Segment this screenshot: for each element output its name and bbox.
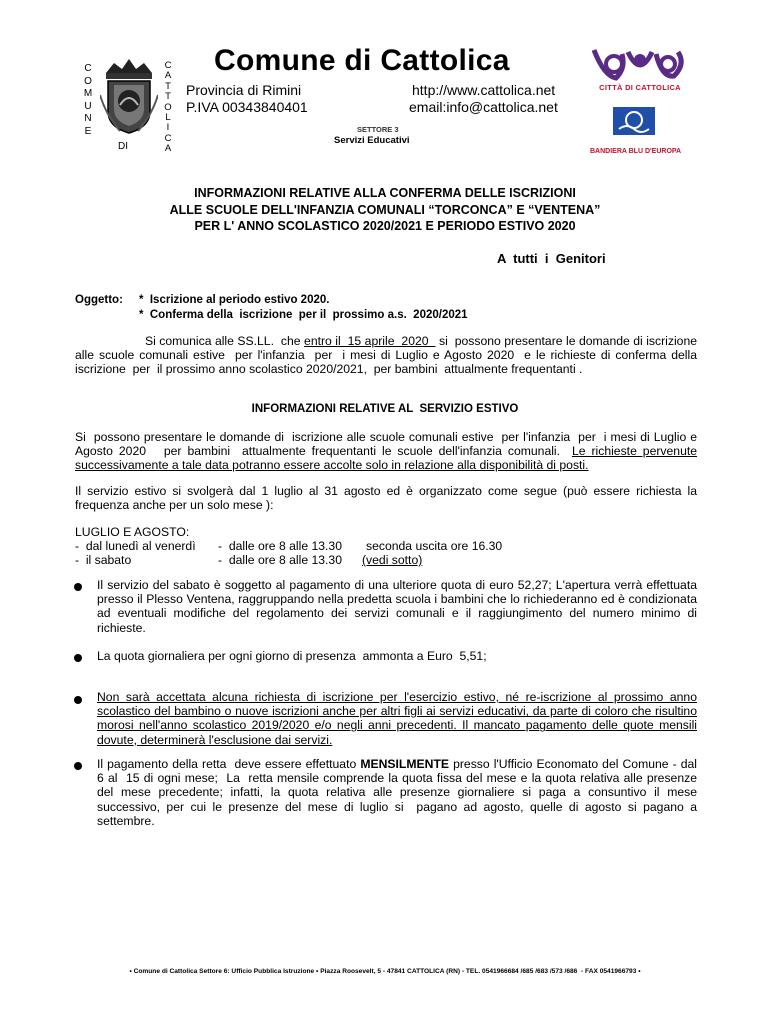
payment-text: presso l'Ufficio Economato del Comune - dal 6 al 15 di ogni mese; La retta mensile comprende la quota fissa del mese e la quota relativa alle presenze del mese precedente; infatti, la quota relativa alle presenze giornaliere si paga a consuntivo il mese successivo, per cui le presenze del mese di luglio si pagano ad agosto, quelle di agosto si pagano a settembre. [97,757,704,828]
title-line: ALLE SCUOLE DELL'INFANZIA COMUNALI “TORCONCA” E “VENTENA” [169,202,601,217]
schedule-days: - dal lunedì al venerdì [75,539,196,553]
crest-letter: L [165,112,171,124]
page-title: Comune di Cattolica [214,44,510,77]
intro-text: Si comunica alle SS.LL. che [145,334,305,348]
website-link[interactable]: http://www.cattolica.net [412,82,556,98]
service-paragraph: Il servizio estivo si svolgerà dal 1 luglio al 31 agosto ed è organizzato come segue (può essere richiesta la frequenza anche per un solo mese ): [75,484,697,513]
crest-letter: O [84,75,92,87]
intro-paragraph [75,334,701,377]
department-label: Servizi Educativi [334,135,410,146]
crest-letter: U [84,100,92,112]
bullet-arrears: Non sarà accettata alcuna richiesta di iscrizione per l'esercizio estivo, né re-iscrizione al prossimo anno scolastico del bambino o nuove iscrizioni anche per altri figli ai servizi educativi, da parte di coloro che risultino morosi nell'anno scolastico 2019/2020 e/o negli anni precedenti. Il mancato pagamento delle quote mensili dovute, determinerà l'esclusione dai servizi. [97,690,697,747]
blue-flag-icon [613,107,655,135]
crest-letter: I [166,122,170,134]
deadline-text: entro il 15 aprile 2020 [304,334,436,348]
payment-text: Il pagamento della retta deve essere effettuato [97,757,361,771]
city-logo-icon [592,46,688,82]
sector-label: SETTORE 3 [357,125,399,134]
bullet-icon [74,762,82,770]
intro-text: si possono presentare le domande di iscrizione alle scuole comunali estive per l'infanzia per i mesi di Luglio e Agosto 2020 e le richieste di conferma della iscrizione per il prossimo anno scolastico 2020/2021, per bambini attualmente frequentanti . [75,334,701,377]
crest-emblem-icon [100,55,158,138]
bullet-icon [74,696,82,704]
bullet-payment [97,757,704,828]
bullet-icon [74,654,82,662]
crest-letter: C [84,63,92,74]
section-heading: INFORMAZIONI RELATIVE AL SERVIZIO ESTIVO [251,403,519,415]
crest-letter: O [164,101,172,113]
subject-label: Oggetto: [75,294,123,306]
bullet-daily-fee [97,649,697,663]
crest-letter: N [84,113,92,124]
crest-letter: M [83,88,93,99]
crest-letter: C [164,60,172,71]
crest-bottom-text: DI [118,141,128,152]
vat-number: P.IVA 00343840401 [186,99,308,115]
bullet-saturday: Il servizio del sabato è soggetto al pagamento di una ulteriore quota di euro 52,27; L'apertura verrà effettuata presso il Plesso Ventena, raggruppando nella predetta scuola i bambini che lo richiederanno ed è condizionata ad eventuali modifiche del regolamento dei servizi comunali e il raggiungimento del numero minimo di richieste. [97,578,697,635]
late-request-note: Le richieste pervenute successivamente a tale data potranno essere accolte solo in relazione alla disponibilità di posti. [75,444,698,473]
crest [78,55,180,155]
email-link[interactable]: email:info@cattolica.net [409,99,558,115]
monthly-emphasis: MENSILMENTE [360,757,450,771]
province: Provincia di Rimini [186,82,302,98]
bullet-icon [74,583,82,591]
city-logo [592,46,688,92]
footer: • Comune di Cattolica Settore 6: Ufficio Pubblica Istruzione • Piazza Roosevelt, 5 - 47841 CATTOLICA (RN) - TEL. 0541966684 /685 /683 /573 /686 - FAX 0541966793 • [129,968,641,975]
recipient: A tutti i Genitori [497,251,606,266]
crest-letter: T [165,91,171,103]
blue-flag [613,107,655,138]
schedule-extra: (vedi sotto) [362,553,423,567]
summer-paragraph [75,430,700,473]
schedule-hours: - dalle ore 8 alle 13.30 [218,539,342,553]
crest-letter: A [164,70,172,82]
subject-item: * Conferma della iscrizione per il prossimo a.s. 2020/2021 [139,309,468,321]
title-line: INFORMAZIONI RELATIVE ALLA CONFERMA DELLE ISCRIZIONI [194,186,576,200]
title-line: PER L' ANNO SCOLASTICO 2020/2021 E PERIODO ESTIVO 2020 [194,219,576,233]
summer-text: Si possono presentare le domande di iscrizione alle scuole comunali estive per l'infanzia per i mesi di Luglio e Agosto 2020 per bambini attualmente frequentanti le scuole dell'infanzia comunali. [75,430,700,459]
crest-letter: T [165,80,171,92]
daily-fee-text: La quota giornaliera per ogni giorno di presenza ammonta a Euro 5,51 [97,649,484,663]
document-title [75,185,695,235]
crest-letter: A [164,143,172,155]
schedule-hours: - dalle ore 8 alle 13.30 [218,553,342,567]
schedule-title: LUGLIO E AGOSTO: [75,525,190,539]
subject-item: * Iscrizione al periodo estivo 2020. [139,294,330,306]
crest-letter: C [164,132,172,144]
daily-fee-end: ; [483,649,487,663]
crest-letter: E [84,125,92,137]
city-logo-label: CITTÀ DI CATTOLICA [599,83,681,92]
schedule-days: - il sabato [75,553,132,567]
schedule-extra: seconda uscita ore 16.30 [366,539,503,553]
blue-flag-label: BANDIERA BLU D'EUROPA [590,148,682,155]
